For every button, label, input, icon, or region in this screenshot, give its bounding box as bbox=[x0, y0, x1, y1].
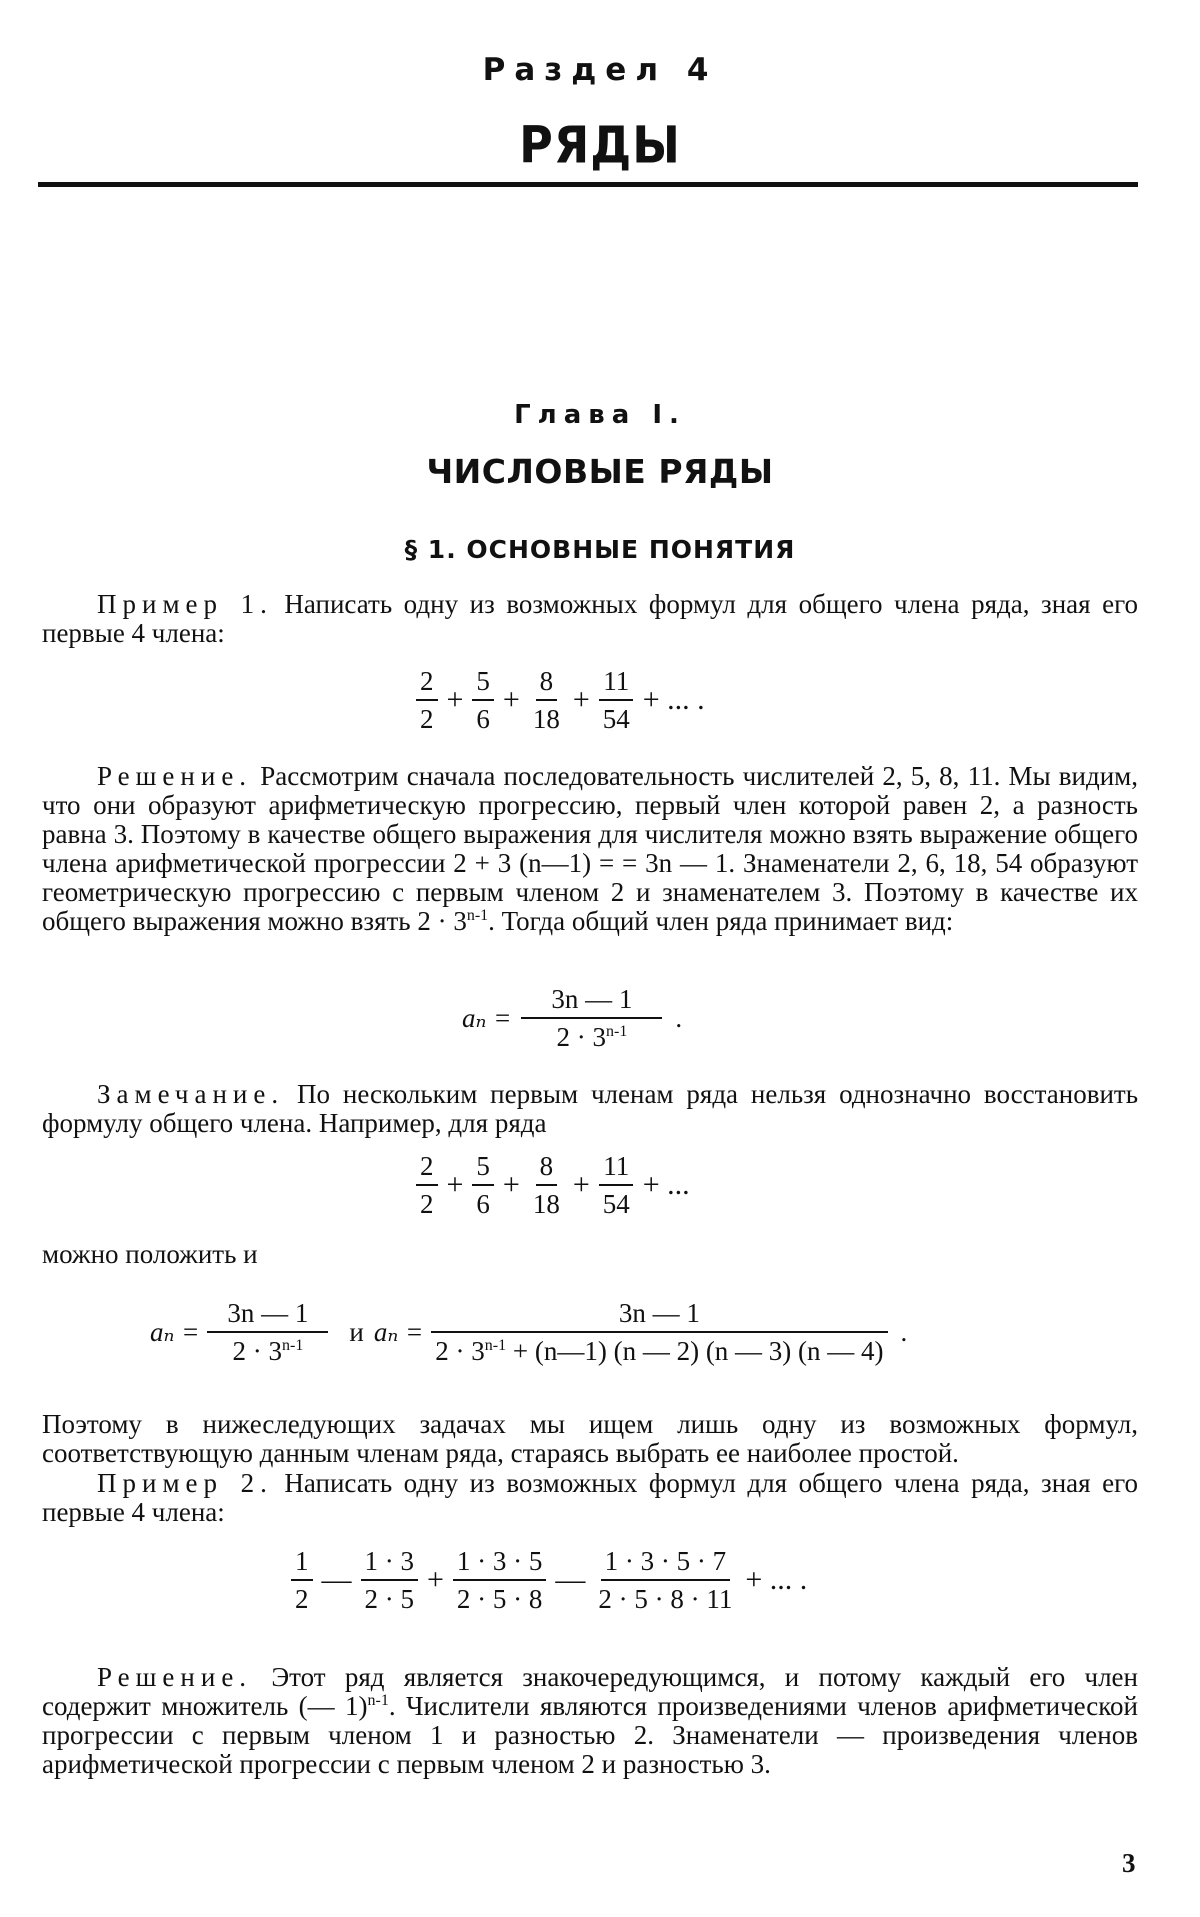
solution-1-body-b: . Тогда общий член ряда принимает вид: bbox=[488, 906, 954, 936]
solution-1-exp: n-1 bbox=[466, 907, 489, 924]
remark-series bbox=[413, 1150, 696, 1220]
solution-1-lead: Решение. bbox=[97, 761, 253, 791]
plus-sign: + bbox=[446, 683, 464, 716]
page-number: 3 bbox=[1122, 1848, 1136, 1878]
example-1-series bbox=[413, 665, 711, 735]
series-term: $\frac{11}{54}$ bbox=[599, 1150, 634, 1220]
example-1-body: Написать одну из возможных формул для общего члена ряда, зная его первые 4 члена: bbox=[42, 589, 1138, 648]
example-1-lead: Пример 1. bbox=[97, 589, 273, 619]
section-title: РЯДЫ bbox=[519, 115, 681, 175]
general-term-formula bbox=[462, 983, 682, 1053]
series-term: $\frac{5}{6}$ bbox=[472, 665, 494, 735]
plus-sign: + bbox=[502, 683, 520, 716]
formula-tail: . bbox=[675, 1002, 683, 1033]
series-term: $\frac{8}{18}$ bbox=[532, 666, 560, 734]
alternative-formulas bbox=[150, 1297, 907, 1367]
formula-lhs: aₙ = bbox=[373, 1316, 424, 1347]
plus-sign: + bbox=[427, 1563, 444, 1596]
plus-sign: + bbox=[446, 1168, 464, 1201]
remark-text bbox=[42, 1080, 1138, 1138]
formula-fraction: $\frac{3n — 1}{2 \cdot 3^{n-1}}$ bbox=[521, 983, 662, 1053]
chapter-title: ЧИСЛОВЫЕ РЯДЫ bbox=[426, 452, 774, 491]
solution-2-exp: n-1 bbox=[367, 1692, 389, 1709]
series-term: $\frac{1}{2}$ bbox=[291, 1545, 313, 1615]
solution-2-lead: Решение. bbox=[97, 1662, 253, 1692]
series-term: $\frac{2}{2}$ bbox=[416, 1150, 438, 1220]
series-tail: + ... . bbox=[642, 683, 705, 716]
conjunction: и bbox=[349, 1316, 364, 1347]
series-tail: + ... bbox=[642, 1168, 690, 1201]
chapter-label: Глава I. bbox=[514, 400, 686, 430]
formula-fraction: $\frac{3n — 1}{2 \cdot 3^{n-1}}$ bbox=[207, 1297, 328, 1367]
formula-fraction: $\frac{3n — 1}{2 \cdot 3^{n-1} + (n—1) (n — 2) (n — 3) (n — 4)}$ bbox=[431, 1297, 887, 1367]
formula-lhs: aₙ = bbox=[462, 1002, 512, 1033]
series-term: $\frac{1 \cdot 3 \cdot 5}{2 \cdot 5 \cdot 8}$ bbox=[453, 1545, 546, 1615]
example-2-body: Написать одну из возможных формул для общего члена ряда, зная его первые 4 члена: bbox=[42, 1468, 1138, 1527]
remark-lead: Замечание. bbox=[97, 1079, 285, 1109]
example-1-text bbox=[42, 590, 1138, 648]
section-label: Раздел 4 bbox=[482, 52, 718, 88]
plus-sign: + bbox=[572, 1168, 590, 1201]
series-term: $\frac{2}{2}$ bbox=[416, 665, 438, 735]
plus-sign: + bbox=[502, 1168, 520, 1201]
formula-lhs: aₙ = bbox=[150, 1316, 200, 1347]
solution-1-body-a: Рассмотрим сначала последовательность числителей 2, 5, 8, 11. Мы видим, что они образуют арифметическую прогрессию, первый член которой равен 2, а разность равна 3. Поэтому в качестве общего выражения для числителя можно взять выражение общего члена арифметической прогрессии 2 + 3 (n—1) = = 3n — 1. Знаменатели 2, 6, 18, 54 образуют геометрическую прогрессию с первым членом 2 и знаменателем 3. Поэтому в качестве их общего выражения можно взять 2 · 3 bbox=[42, 761, 1139, 936]
solution-2-text bbox=[42, 1663, 1138, 1779]
series-term: $\frac{1 \cdot 3}{2 \cdot 5}$ bbox=[361, 1545, 419, 1615]
series-tail: + ... . bbox=[745, 1563, 808, 1596]
paragraph-title: § 1. ОСНОВНЫЕ ПОНЯТИЯ bbox=[404, 535, 796, 564]
minus-sign: — bbox=[321, 1563, 352, 1596]
solution-2-body-a: Этот ряд является знакочередующимся, и потому каждый его член содержит множитель (— 1) bbox=[42, 1662, 1138, 1721]
example-2-lead: Пример 2. bbox=[97, 1468, 273, 1498]
example-2-series bbox=[288, 1545, 813, 1615]
series-term: $\frac{11}{54}$ bbox=[599, 665, 634, 735]
series-term: $\frac{5}{6}$ bbox=[472, 1150, 494, 1220]
header-rule bbox=[38, 182, 1138, 187]
remark-after-text: Поэтому в нижеследующих задачах мы ищем лишь одну из возможных формул, соответствующую данным членам ряда, стараясь выбрать ее наиболее простой. bbox=[42, 1409, 1138, 1468]
series-term: $\frac{1 \cdot 3 \cdot 5 \cdot 7}{2 \cdot 5 \cdot 8 \cdot 11}$ bbox=[598, 1546, 733, 1614]
solution-1-text bbox=[42, 762, 1138, 936]
plus-sign: + bbox=[572, 683, 590, 716]
solution-2-body-b: . Числители являются произведениями членов арифметической прогрессии с первым членом 1 и разностью 2. Знаменатели — произведения членов арифметической прогрессии с первым членом 2 и разностью 3. bbox=[42, 1691, 1138, 1779]
formula-tail: . bbox=[900, 1316, 908, 1347]
remark-body: По нескольким первым членам ряда нельзя однозначно восстановить формулу общего члена. Например, для ряда bbox=[42, 1079, 1139, 1138]
series-term: $\frac{8}{18}$ bbox=[532, 1151, 560, 1219]
example-2-text bbox=[42, 1469, 1138, 1527]
remark-mid-text: можно положить и bbox=[42, 1239, 258, 1269]
minus-sign: — bbox=[555, 1563, 586, 1596]
